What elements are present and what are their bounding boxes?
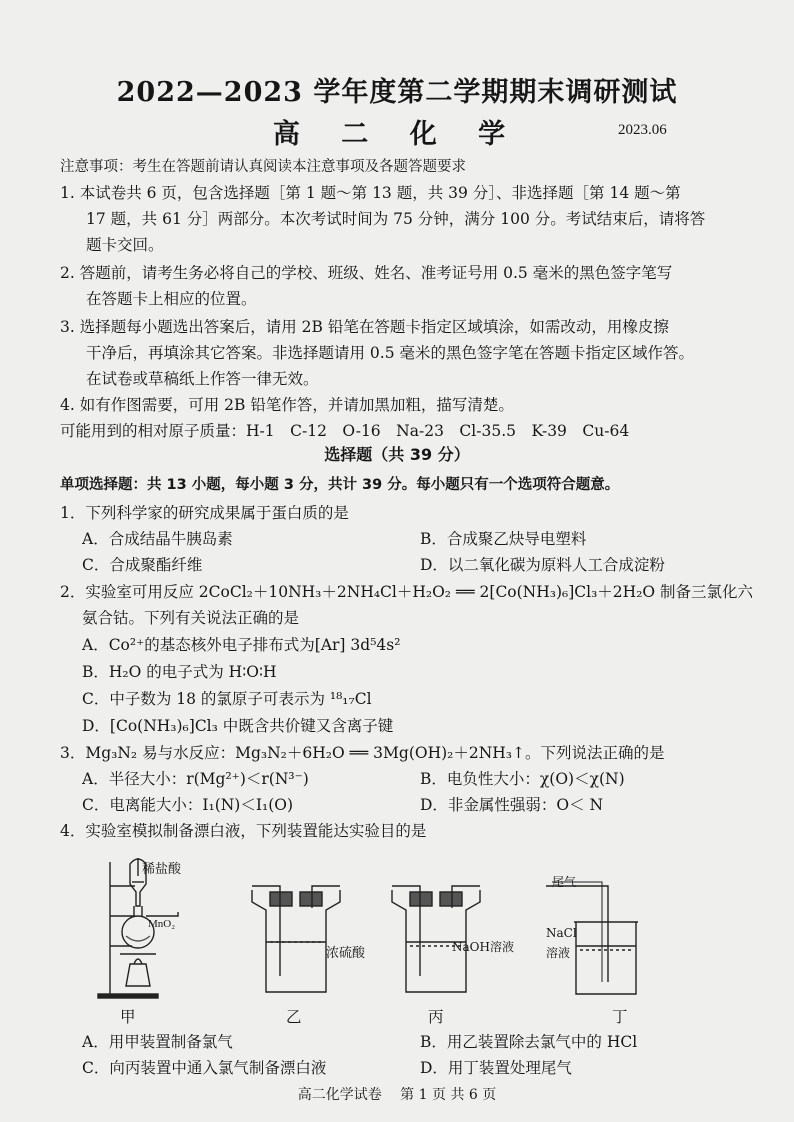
label-naoh-solution: NaOH溶液 [452, 940, 514, 954]
question-4-option-b: B．用乙装置除去氯气中的 HCl [420, 1033, 638, 1051]
note-3-line-3: 在试卷或草稿纸上作答一律无效。 [86, 370, 319, 388]
note-4-line-1: 4. 如有作图需要，可用 2B 铅笔作答，并请加黑加粗，描写清楚。 [60, 396, 514, 414]
note-3-line-1: 3. 选择题每小题选出答案后，请用 2B 铅笔在答题卡指定区域填涂，如需改动，用橡皮擦 [60, 318, 669, 336]
label-tail-gas: 尾气 [552, 875, 577, 889]
question-1-stem: 1．下列科学家的研究成果属于蛋白质的是 [60, 504, 349, 522]
question-1-option-b: B．合成聚乙炔导电塑料 [420, 530, 587, 548]
exam-title: 2022—2023 学年度第二学期期末调研测试 [116, 77, 678, 108]
note-1-line-2: 17 题，共 61 分］两部分。本次考试时间为 75 分钟，满分 100 分。考试结束后，请将答 [86, 210, 706, 228]
question-2-option-c: C．中子数为 18 的氯原子可表示为 ¹⁸₁₇Cl [82, 690, 372, 708]
label-bing: 丙 [428, 1008, 444, 1026]
question-4-option-d: D．用丁装置处理尾气 [420, 1059, 572, 1077]
note-2-line-1: 2. 答题前，请考生务必将自己的学校、班级、姓名、准考证号用 0.5 毫米的黑色签字笔写 [60, 264, 673, 282]
note-3-line-2: 干净后，再填涂其它答案。非选择题请用 0.5 毫米的黑色签字笔在答题卡指定区域作答。 [86, 344, 695, 362]
label-dilute-hcl: 稀盐酸 [142, 862, 182, 877]
question-4-option-c: C．向丙装置中通入氯气制备漂白液 [82, 1059, 327, 1077]
exam-subject: 高 二 化 学 [272, 119, 522, 150]
apparatus-yi-drawing [252, 886, 340, 992]
label-jia: 甲 [120, 1008, 136, 1026]
section-instruction: 单项选择题：共 13 小题，每小题 3 分，共计 39 分。每小题只有一个选项符合题意。 [60, 477, 620, 493]
question-3-option-b: B．电负性大小：χ(O)＜χ(N) [420, 770, 625, 788]
question-1-option-c: C．合成聚酯纤维 [82, 556, 203, 574]
notes-heading: 注意事项：考生在答题前请认真阅读本注意事项及各题答题要求 [60, 159, 466, 175]
question-2-stem-line-2: 氨合钴。下列有关说法正确的是 [82, 609, 300, 627]
question-1-option-a: A．合成结晶牛胰岛素 [82, 530, 233, 548]
note-1-line-1: 1. 本试卷共 6 页，包含选择题［第 1 题～第 13 题，共 39 分］、非选择题［第 14 题～第 [60, 184, 681, 202]
label-nacl-2: 溶液 [546, 946, 571, 960]
question-2-option-b: B．H₂O 的电子式为 H∶O∶H [82, 663, 277, 681]
question-1-option-d: D．以二氧化碳为原料人工合成淀粉 [420, 556, 665, 574]
note-2-line-2: 在答题卡上相应的位置。 [86, 290, 257, 308]
note-1-line-3: 题卡交回。 [86, 236, 164, 254]
question-4-option-a: A．用甲装置制备氯气 [82, 1033, 233, 1051]
question-3-option-a: A．半径大小：r(Mg²⁺)＜r(N³⁻) [82, 770, 309, 788]
question-4-stem: 4．实验室模拟制备漂白液，下列装置能达实验目的是 [60, 822, 427, 840]
label-ding: 丁 [612, 1008, 628, 1026]
page-footer: 高二化学试卷 第 1 页 共 6 页 [297, 1087, 497, 1103]
label-nacl-1: NaCl [546, 926, 577, 940]
question-3-option-c: C．电离能大小：I₁(N)＜I₁(O) [82, 796, 293, 814]
question-3-option-d: D．非金属性强弱：O＜ N [420, 796, 604, 814]
question-3-stem: 3．Mg₃N₂ 易与水反应：Mg₃N₂＋6H₂O ══ 3Mg(OH)₂＋2NH₃↑。下列说法正确的是 [60, 744, 665, 762]
exam-date: 2023.06 [618, 122, 667, 138]
section-title: 选择题（共 39 分） [324, 445, 470, 464]
question-2-option-d: D．[Co(NH₃)₆]Cl₃ 中既含共价键又含离子键 [82, 717, 394, 735]
question-2-stem-line-1: 2．实验室可用反应 2CoCl₂＋10NH₃＋2NH₄Cl＋H₂O₂ ══ 2[Co(NH₃)₆]Cl₃＋2H₂O 制备三氯化六 [60, 583, 754, 601]
label-conc-h2so4: 浓硫酸 [326, 946, 366, 961]
label-yi: 乙 [286, 1008, 302, 1026]
label-mno2: MnO₂ [148, 918, 176, 930]
question-2-option-a: A．Co²⁺的基态核外电子排布式为[Ar] 3d⁵4s² [82, 636, 401, 654]
atomic-mass-list: 可能用到的相对原子质量：H-1 C-12 O-16 Na-23 Cl-35.5 K-39 Cu-64 [60, 422, 630, 440]
